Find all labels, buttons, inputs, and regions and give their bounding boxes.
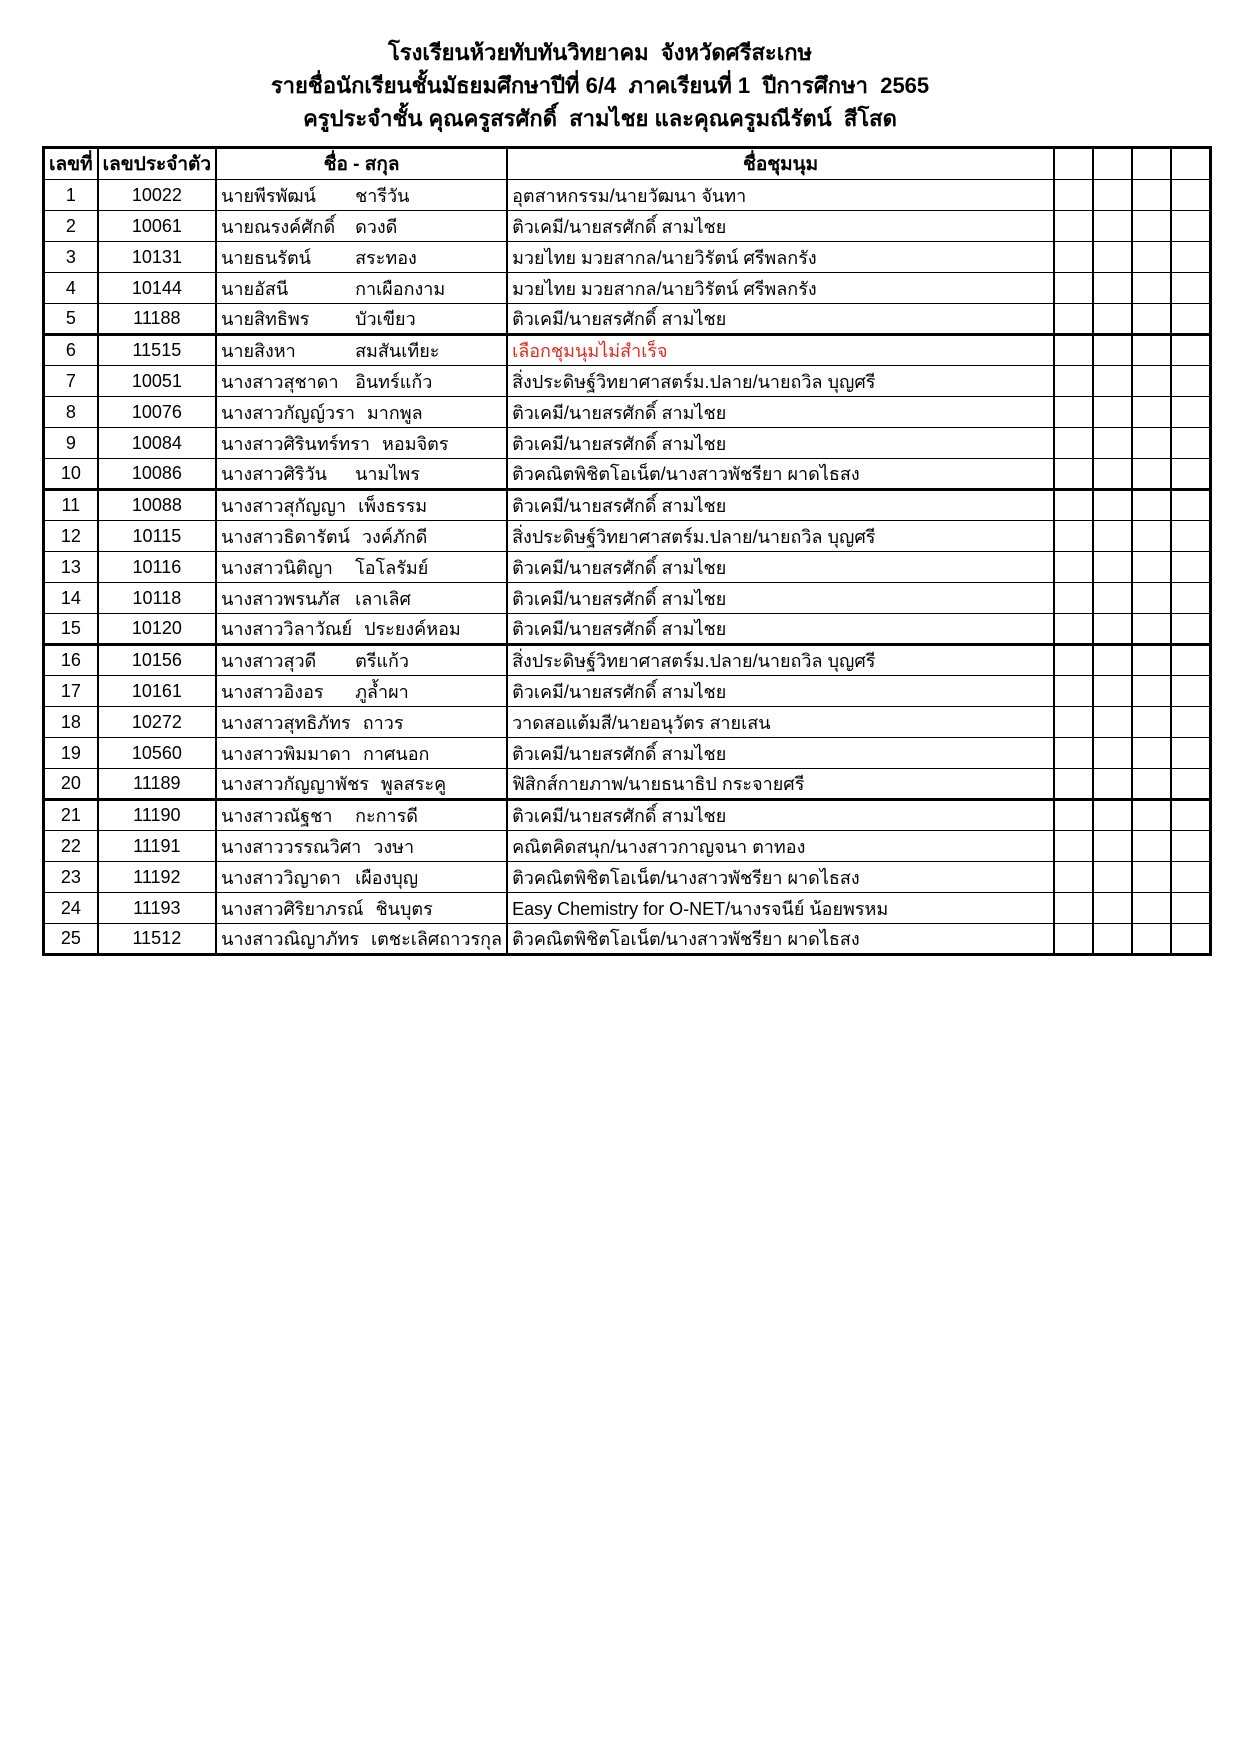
- first-name: นายอัสนี: [221, 278, 289, 299]
- blank-cell-1: [1054, 800, 1093, 831]
- row-number-cell: 4: [44, 273, 98, 304]
- blank-cell-2: [1093, 862, 1132, 893]
- blank-cell-3: [1132, 676, 1171, 707]
- blank-cell-3: [1132, 614, 1171, 645]
- club-cell: ติวคณิตพิชิตโอเน็ต/นางสาวพัชรียา ผาดไธสง: [507, 862, 1054, 893]
- first-name: นายณรงค์ศักดิ์: [221, 216, 336, 237]
- blank-cell-2: [1093, 397, 1132, 428]
- student-id-cell: 10144: [98, 273, 216, 304]
- last-name: โอโลรัมย์: [355, 557, 429, 578]
- col-header-blank-4: [1171, 148, 1210, 180]
- blank-cell-1: [1054, 645, 1093, 676]
- row-number-cell: 9: [44, 428, 98, 459]
- blank-cell-1: [1054, 397, 1093, 428]
- blank-cell-3: [1132, 180, 1171, 211]
- blank-cell-1: [1054, 583, 1093, 614]
- blank-cell-3: [1132, 924, 1171, 955]
- student-name-cell: [216, 366, 507, 397]
- student-id-cell: 11189: [98, 769, 216, 800]
- blank-cell-2: [1093, 180, 1132, 211]
- blank-cell-4: [1171, 428, 1210, 459]
- club-cell: วาดสอแต้มสี/นายอนุวัตร สายเสน: [507, 707, 1054, 738]
- table-body: [44, 180, 1211, 955]
- club-cell: ติวเคมี/นายสรศักดิ์ สามไชย: [507, 211, 1054, 242]
- student-id-cell: 11188: [98, 304, 216, 335]
- row-number-cell: 18: [44, 707, 98, 738]
- school-name-title: โรงเรียนห้วยทับทันวิทยาคม จังหวัดศรีสะเกษ: [387, 40, 813, 65]
- last-name: กะการดี: [355, 806, 418, 826]
- row-number-cell: 25: [44, 924, 98, 955]
- row-number-cell: 6: [44, 335, 98, 366]
- student-id-cell: 10084: [98, 428, 216, 459]
- student-name-cell: [216, 893, 507, 924]
- first-name: นางสาวณัฐชา: [221, 806, 333, 826]
- blank-cell-1: [1054, 862, 1093, 893]
- last-name: สระทอง: [355, 247, 417, 268]
- student-row: [44, 862, 1211, 893]
- student-name-cell: [216, 490, 507, 521]
- col-header-blank-2: [1093, 148, 1132, 180]
- blank-cell-2: [1093, 211, 1132, 242]
- student-name-cell: [216, 211, 507, 242]
- row-number-cell: 12: [44, 521, 98, 552]
- student-id-cell: 10076: [98, 397, 216, 428]
- last-name: เผืองบุญ: [355, 867, 419, 888]
- blank-cell-4: [1171, 366, 1210, 397]
- blank-cell-4: [1171, 800, 1210, 831]
- student-row: [44, 645, 1211, 676]
- blank-cell-4: [1171, 862, 1210, 893]
- blank-cell-2: [1093, 583, 1132, 614]
- first-name: นางสาวศิริวัน: [221, 464, 327, 484]
- student-row: [44, 521, 1211, 552]
- student-name-cell: [216, 521, 507, 552]
- blank-cell-1: [1054, 428, 1093, 459]
- blank-cell-4: [1171, 614, 1210, 645]
- blank-cell-1: [1054, 893, 1093, 924]
- blank-cell-3: [1132, 862, 1171, 893]
- first-name: นางสาวสุวดี: [221, 651, 317, 671]
- row-number-cell: 17: [44, 676, 98, 707]
- blank-cell-3: [1132, 583, 1171, 614]
- blank-cell-2: [1093, 800, 1132, 831]
- blank-cell-2: [1093, 707, 1132, 738]
- first-name: นางสาวพิมมาดา: [221, 743, 351, 764]
- club-cell: สิ่งประดิษฐ์วิทยาศาสตร์ม.ปลาย/นายถวิล บุญศรี: [507, 521, 1054, 552]
- blank-cell-2: [1093, 738, 1132, 769]
- student-id-cell: 10115: [98, 521, 216, 552]
- first-name: นางสาววิลาวัณย์: [221, 619, 353, 639]
- student-id-cell: 10088: [98, 490, 216, 521]
- student-id-cell: 11192: [98, 862, 216, 893]
- blank-cell-3: [1132, 428, 1171, 459]
- blank-cell-3: [1132, 490, 1171, 521]
- blank-cell-1: [1054, 273, 1093, 304]
- blank-cell-2: [1093, 893, 1132, 924]
- blank-cell-2: [1093, 366, 1132, 397]
- club-cell: ติวคณิตพิชิตโอเน็ต/นางสาวพัชรียา ผาดไธสง: [507, 924, 1054, 955]
- row-number-cell: 19: [44, 738, 98, 769]
- student-name-cell: [216, 924, 507, 955]
- last-name: มากพูล: [366, 402, 423, 423]
- blank-cell-3: [1132, 769, 1171, 800]
- blank-cell-4: [1171, 676, 1210, 707]
- club-cell: ติวเคมี/นายสรศักดิ์ สามไชย: [507, 614, 1054, 645]
- club-cell: สิ่งประดิษฐ์วิทยาศาสตร์ม.ปลาย/นายถวิล บุญศรี: [507, 645, 1054, 676]
- student-id-cell: 10116: [98, 552, 216, 583]
- blank-cell-3: [1132, 335, 1171, 366]
- club-cell: สิ่งประดิษฐ์วิทยาศาสตร์ม.ปลาย/นายถวิล บุญศรี: [507, 366, 1054, 397]
- student-id-cell: 10161: [98, 676, 216, 707]
- student-name-cell: [216, 583, 507, 614]
- student-name-cell: [216, 676, 507, 707]
- club-cell: Easy Chemistry for O-NET/นางรจนีย์ น้อยพรหม: [507, 893, 1054, 924]
- col-header-student-id: เลขประจำตัว: [98, 148, 216, 180]
- student-name-cell: [216, 428, 507, 459]
- last-name: ดวงดี: [355, 216, 398, 237]
- last-name: อินทร์แก้ว: [355, 371, 433, 392]
- student-row: [44, 676, 1211, 707]
- row-number-cell: 2: [44, 211, 98, 242]
- blank-cell-4: [1171, 831, 1210, 862]
- student-id-cell: 10131: [98, 242, 216, 273]
- club-cell: ติวเคมี/นายสรศักดิ์ สามไชย: [507, 428, 1054, 459]
- club-cell: ติวเคมี/นายสรศักดิ์ สามไชย: [507, 738, 1054, 769]
- table-header-row: [44, 148, 1211, 180]
- club-cell: มวยไทย มวยสากล/นายวิรัตน์ ศรีพลกรัง: [507, 242, 1054, 273]
- first-name: นางสาวณิญาภัทร: [221, 929, 360, 949]
- col-header-name: ชื่อ - สกุล: [216, 148, 507, 180]
- blank-cell-4: [1171, 304, 1210, 335]
- last-name: เตชะเลิศถาวรกุล: [371, 929, 503, 949]
- col-header-blank-1: [1054, 148, 1093, 180]
- last-name: ประยงค์หอม: [364, 619, 461, 639]
- student-name-cell: [216, 397, 507, 428]
- blank-cell-3: [1132, 273, 1171, 304]
- last-name: ตรีแก้ว: [355, 651, 410, 671]
- student-name-cell: [216, 273, 507, 304]
- club-cell: ติวเคมี/นายสรศักดิ์ สามไชย: [507, 490, 1054, 521]
- blank-cell-4: [1171, 180, 1210, 211]
- row-number-cell: 16: [44, 645, 98, 676]
- club-cell: ติวเคมี/นายสรศักดิ์ สามไชย: [507, 552, 1054, 583]
- row-number-cell: 8: [44, 397, 98, 428]
- blank-cell-2: [1093, 459, 1132, 490]
- blank-cell-3: [1132, 521, 1171, 552]
- blank-cell-3: [1132, 459, 1171, 490]
- student-row: [44, 366, 1211, 397]
- class-roster-title: รายชื่อนักเรียนชั้นมัธยมศึกษาปีที่ 6/4 ภาคเรียนที่ 1 ปีการศึกษา 2565: [270, 73, 930, 98]
- student-row: [44, 831, 1211, 862]
- blank-cell-4: [1171, 769, 1210, 800]
- blank-cell-2: [1093, 242, 1132, 273]
- blank-cell-4: [1171, 335, 1210, 366]
- blank-cell-3: [1132, 645, 1171, 676]
- blank-cell-2: [1093, 769, 1132, 800]
- student-row: [44, 738, 1211, 769]
- student-row: [44, 924, 1211, 955]
- blank-cell-1: [1054, 211, 1093, 242]
- blank-cell-3: [1132, 831, 1171, 862]
- blank-cell-1: [1054, 335, 1093, 366]
- blank-cell-4: [1171, 242, 1210, 273]
- blank-cell-3: [1132, 707, 1171, 738]
- last-name: พูลสระคู: [380, 774, 447, 794]
- row-number-cell: 15: [44, 614, 98, 645]
- row-number-cell: 3: [44, 242, 98, 273]
- blank-cell-1: [1054, 521, 1093, 552]
- blank-cell-2: [1093, 676, 1132, 707]
- student-row: [44, 428, 1211, 459]
- student-name-cell: [216, 645, 507, 676]
- blank-cell-1: [1054, 180, 1093, 211]
- student-id-cell: 11191: [98, 831, 216, 862]
- blank-cell-1: [1054, 490, 1093, 521]
- blank-cell-2: [1093, 645, 1132, 676]
- blank-cell-2: [1093, 490, 1132, 521]
- student-row: [44, 304, 1211, 335]
- blank-cell-4: [1171, 738, 1210, 769]
- student-name-cell: [216, 335, 507, 366]
- first-name: นางสาววรรณวิศา: [221, 836, 362, 857]
- club-cell: ฟิสิกส์กายภาพ/นายธนาธิป กระจายศรี: [507, 769, 1054, 800]
- student-name-cell: [216, 738, 507, 769]
- last-name: ภูล้ำผา: [355, 681, 409, 702]
- blank-cell-4: [1171, 273, 1210, 304]
- student-row: [44, 800, 1211, 831]
- student-row: [44, 614, 1211, 645]
- blank-cell-1: [1054, 676, 1093, 707]
- student-id-cell: 10272: [98, 707, 216, 738]
- blank-cell-1: [1054, 707, 1093, 738]
- blank-cell-2: [1093, 552, 1132, 583]
- last-name: เลาเลิศ: [355, 588, 411, 609]
- student-row: [44, 242, 1211, 273]
- blank-cell-4: [1171, 211, 1210, 242]
- student-id-cell: 10156: [98, 645, 216, 676]
- student-row: [44, 211, 1211, 242]
- student-name-cell: [216, 242, 507, 273]
- student-row: [44, 180, 1211, 211]
- club-error-cell: เลือกชุมนุมไม่สำเร็จ: [507, 335, 1054, 366]
- blank-cell-3: [1132, 552, 1171, 583]
- student-name-cell: [216, 707, 507, 738]
- student-id-cell: 11190: [98, 800, 216, 831]
- student-row: [44, 552, 1211, 583]
- student-name-cell: [216, 552, 507, 583]
- blank-cell-4: [1171, 645, 1210, 676]
- first-name: นางสาวธิดารัตน์: [221, 526, 350, 547]
- last-name: นามไพร: [355, 464, 420, 484]
- student-name-cell: [216, 831, 507, 862]
- blank-cell-2: [1093, 521, 1132, 552]
- blank-cell-1: [1054, 831, 1093, 862]
- last-name: ชินบุตร: [375, 898, 433, 919]
- club-cell: ติวเคมี/นายสรศักดิ์ สามไชย: [507, 676, 1054, 707]
- club-cell: คณิตคิดสนุก/นางสาวกาญจนา ตาทอง: [507, 831, 1054, 862]
- student-row: [44, 490, 1211, 521]
- student-id-cell: 10022: [98, 180, 216, 211]
- student-row: [44, 335, 1211, 366]
- col-header-club: ชื่อชุมนุม: [507, 148, 1054, 180]
- blank-cell-2: [1093, 924, 1132, 955]
- blank-cell-3: [1132, 366, 1171, 397]
- row-number-cell: 7: [44, 366, 98, 397]
- blank-cell-2: [1093, 614, 1132, 645]
- student-name-cell: [216, 180, 507, 211]
- club-cell: ติวเคมี/นายสรศักดิ์ สามไชย: [507, 304, 1054, 335]
- row-number-cell: 23: [44, 862, 98, 893]
- blank-cell-1: [1054, 769, 1093, 800]
- last-name: กาเผือกงาม: [355, 278, 446, 299]
- last-name: หอมจิตร: [382, 433, 449, 454]
- student-row: [44, 893, 1211, 924]
- first-name: นางสาวกัญญ์วรา: [221, 402, 355, 423]
- first-name: นายพีรพัฒน์: [221, 185, 316, 206]
- first-name: นายธนรัตน์: [221, 247, 311, 268]
- student-id-cell: 10120: [98, 614, 216, 645]
- student-id-cell: 10560: [98, 738, 216, 769]
- club-cell: ติวเคมี/นายสรศักดิ์ สามไชย: [507, 583, 1054, 614]
- last-name: วงษา: [373, 836, 415, 857]
- student-id-cell: 11515: [98, 335, 216, 366]
- row-number-cell: 10: [44, 459, 98, 490]
- blank-cell-1: [1054, 459, 1093, 490]
- student-id-cell: 10051: [98, 366, 216, 397]
- student-id-cell: 10061: [98, 211, 216, 242]
- student-row: [44, 707, 1211, 738]
- first-name: นางสาวศิรินทร์ทรา: [221, 433, 371, 454]
- first-name: นางสาวพรนภัส: [221, 588, 341, 609]
- blank-cell-3: [1132, 304, 1171, 335]
- row-number-cell: 20: [44, 769, 98, 800]
- row-number-cell: 24: [44, 893, 98, 924]
- blank-cell-4: [1171, 521, 1210, 552]
- student-name-cell: [216, 769, 507, 800]
- student-name-cell: [216, 862, 507, 893]
- last-name: บัวเขียว: [355, 309, 416, 329]
- document-header: [0, 0, 1200, 135]
- blank-cell-4: [1171, 893, 1210, 924]
- blank-cell-2: [1093, 831, 1132, 862]
- blank-cell-4: [1171, 583, 1210, 614]
- first-name: นางสาวกัญญาพัชร: [221, 774, 369, 794]
- blank-cell-4: [1171, 552, 1210, 583]
- student-name-cell: [216, 459, 507, 490]
- last-name: ชารีวัน: [355, 185, 410, 206]
- student-id-cell: 10086: [98, 459, 216, 490]
- row-number-cell: 11: [44, 490, 98, 521]
- club-cell: มวยไทย มวยสากล/นายวิรัตน์ ศรีพลกรัง: [507, 273, 1054, 304]
- blank-cell-3: [1132, 242, 1171, 273]
- club-cell: ติวคณิตพิชิตโอเน็ต/นางสาวพัชรียา ผาดไธสง: [507, 459, 1054, 490]
- first-name: นายสิทธิพร: [221, 309, 310, 329]
- blank-cell-2: [1093, 273, 1132, 304]
- blank-cell-4: [1171, 490, 1210, 521]
- blank-cell-3: [1132, 397, 1171, 428]
- first-name: นายสิงหา: [221, 341, 296, 361]
- blank-cell-1: [1054, 304, 1093, 335]
- student-name-cell: [216, 304, 507, 335]
- student-name-cell: [216, 800, 507, 831]
- row-number-cell: 21: [44, 800, 98, 831]
- blank-cell-3: [1132, 738, 1171, 769]
- blank-cell-2: [1093, 428, 1132, 459]
- blank-cell-1: [1054, 738, 1093, 769]
- last-name: กาศนอก: [362, 743, 430, 764]
- student-row: [44, 769, 1211, 800]
- student-id-cell: 11512: [98, 924, 216, 955]
- student-id-cell: 11193: [98, 893, 216, 924]
- first-name: นางสาวศิริยาภรณ์: [221, 898, 364, 919]
- student-name-cell: [216, 614, 507, 645]
- first-name: นางสาวสุกัญญา: [221, 496, 347, 516]
- blank-cell-4: [1171, 924, 1210, 955]
- student-row: [44, 397, 1211, 428]
- homeroom-teachers-title: ครูประจำชั้น คุณครูสรศักดิ์ สามไชย และคุณครูมณีรัตน์ สีโสด: [303, 106, 897, 131]
- student-id-cell: 10118: [98, 583, 216, 614]
- blank-cell-1: [1054, 614, 1093, 645]
- student-row: [44, 459, 1211, 490]
- first-name: นางสาวสุทธิภัทร: [221, 712, 351, 733]
- blank-cell-1: [1054, 366, 1093, 397]
- student-roster-table: [42, 146, 1212, 956]
- blank-cell-3: [1132, 211, 1171, 242]
- club-cell: ติวเคมี/นายสรศักดิ์ สามไชย: [507, 397, 1054, 428]
- blank-cell-1: [1054, 924, 1093, 955]
- blank-cell-1: [1054, 552, 1093, 583]
- first-name: นางสาวนิติญา: [221, 557, 333, 578]
- last-name: ถาวร: [362, 712, 404, 733]
- blank-cell-3: [1132, 800, 1171, 831]
- row-number-cell: 5: [44, 304, 98, 335]
- first-name: นางสาวอิงอร: [221, 681, 324, 702]
- first-name: นางสาวสุชาดา: [221, 371, 339, 392]
- row-number-cell: 22: [44, 831, 98, 862]
- club-cell: อุตสาหกรรม/นายวัฒนา จันทา: [507, 180, 1054, 211]
- row-number-cell: 1: [44, 180, 98, 211]
- last-name: เพ็งธรรม: [358, 496, 428, 516]
- blank-cell-3: [1132, 893, 1171, 924]
- col-header-no: เลขที่: [44, 148, 98, 180]
- last-name: วงค์ภักดี: [361, 526, 428, 547]
- club-cell: ติวเคมี/นายสรศักดิ์ สามไชย: [507, 800, 1054, 831]
- last-name: สมสันเทียะ: [355, 341, 440, 361]
- student-row: [44, 583, 1211, 614]
- blank-cell-4: [1171, 707, 1210, 738]
- blank-cell-4: [1171, 397, 1210, 428]
- first-name: นางสาววิญาดา: [221, 867, 341, 888]
- col-header-blank-3: [1132, 148, 1171, 180]
- row-number-cell: 14: [44, 583, 98, 614]
- blank-cell-2: [1093, 335, 1132, 366]
- row-number-cell: 13: [44, 552, 98, 583]
- blank-cell-4: [1171, 459, 1210, 490]
- blank-cell-2: [1093, 304, 1132, 335]
- student-row: [44, 273, 1211, 304]
- blank-cell-1: [1054, 242, 1093, 273]
